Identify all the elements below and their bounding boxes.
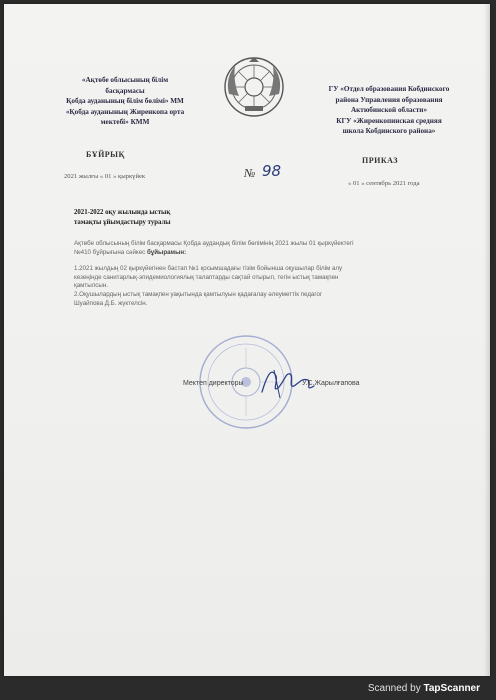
header-kz-line: мектебі» КММ (100, 118, 150, 126)
order-date-kz: 2021 жылғы « 01 » қыркүйек (64, 173, 146, 180)
header-kz-line: Қобда ауданының білім бөлімі» ММ (66, 97, 184, 105)
header-ru-line: района Управления образования (335, 95, 443, 104)
header-russian (298, 84, 480, 137)
scanner-brand: TapScanner (423, 683, 480, 694)
body-item-1-line: қамтылсын. (74, 282, 108, 290)
order-subject (74, 208, 171, 227)
subject-line: 2021-2022 оқу жылында ыстық (74, 209, 171, 216)
body-intro-line (74, 249, 452, 258)
header-kazakh (40, 75, 210, 128)
order-title-ru: ПРИКАЗ (362, 156, 398, 165)
body-item-1-line: кезеңінде санитарлық-эпидемиологиялық талаптарды сақтай отырып, тегін ыстық тамақпен (74, 273, 339, 281)
order-number-label: № (244, 166, 256, 180)
director-label: Мектеп директоры (183, 380, 244, 387)
scanner-watermark (368, 683, 480, 694)
subject-line: тамақты ұйымдастыру туралы (74, 218, 171, 226)
order-number-value: 98 (262, 162, 282, 180)
header-ru-line: КГУ «Жиренкопинская средняя (336, 116, 442, 125)
scanner-prefix: Scanned by (367, 683, 424, 694)
header-ru-line: школа Кобдинского района» (342, 127, 436, 135)
header-ru-line: ГУ «Отдел образования Кобдинского (328, 85, 450, 93)
header-kz-line: «Ақтөбе облысының білім (81, 76, 169, 84)
page-edge-shadow (484, 4, 490, 676)
header-ru-line: Актюбинской области» (350, 106, 428, 114)
header-kz-line: басқармасы (105, 86, 145, 95)
body-intro-text: №410 бұйрығына сәйкес (74, 248, 147, 256)
body-intro-line: Ақтөбе облысының білім басқармасы Қобда аудандық білім бөлімінің 2021 жылы 01 қыркүйектегі (74, 240, 354, 247)
order-body (74, 240, 452, 308)
body-item-2-line: 2.Оқушылардың ыстық тамақпен уақытында қамтылуын қадағалау әлеуметтік педагог (74, 290, 323, 298)
order-date-ru: « 01 » сентябрь 2021 года (348, 180, 420, 187)
body-item-1-line: 1.2021 жылдың 02 қыркүйегінен бастап №1 қосымшадағы тізім бойынша оқушылар білім алу (74, 265, 343, 273)
order-title-kz: БҰЙРЫҚ (86, 150, 125, 159)
header-kz-line: «Қобда ауданының Жиренкопа орта (65, 107, 185, 116)
body-order-word: бұйырамын: (146, 248, 187, 256)
state-emblem-icon (223, 56, 285, 118)
director-name: У.С.Жарылғапова (302, 380, 360, 387)
body-item-2-line: Шуайпова Д.Б. жүктелсін. (74, 299, 148, 307)
